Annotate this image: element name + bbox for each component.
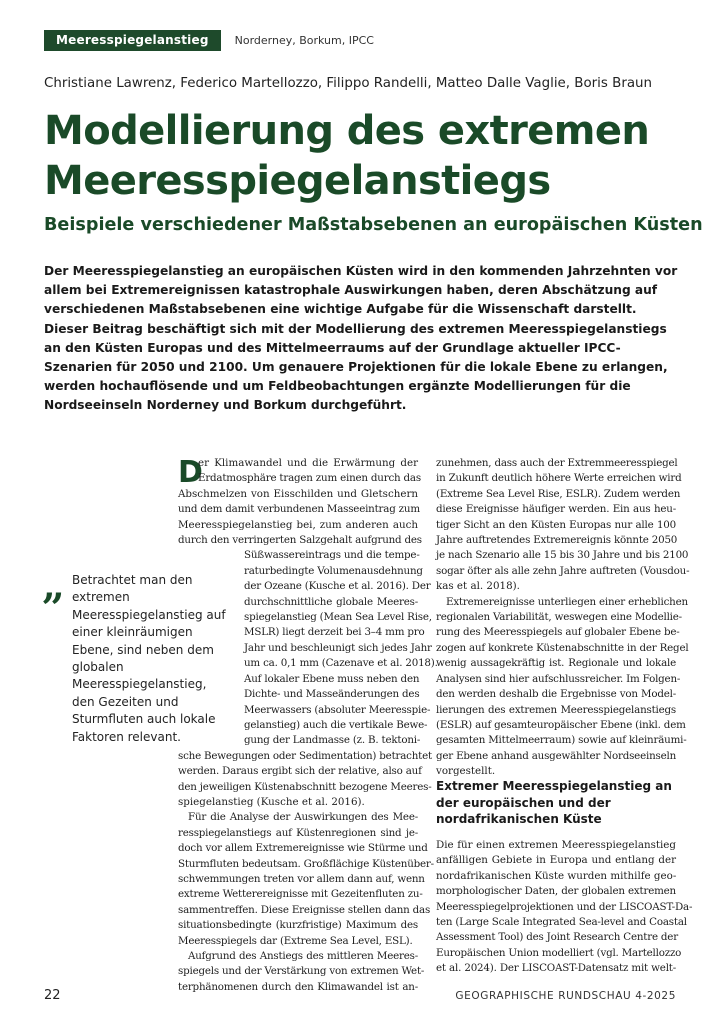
text-line: Auf lokaler Ebene muss neben den — [244, 672, 420, 685]
text-line: wenig aussagekräftig ist. Regionale und lokale — [436, 657, 676, 670]
text-line: extreme Wetterereignisse mit Gezeitenfluten zu- — [178, 888, 423, 901]
title-line-2: Meeresspiegelanstiegs — [44, 158, 551, 204]
text-line: den werden deshalb die Ergebnisse von Model- — [436, 688, 676, 701]
text-line: durchschnittliche globale Meeres- — [244, 595, 418, 608]
text-line: Erdatmosphäre tragen zum einen durch das — [198, 472, 421, 485]
abstract: Der Meeresspiegelanstieg an europäischen Küsten wird in den kommenden Jahrzehnten vor allem bei Extremereignissen katastrophale Auswirkungen haben, deren Abschätzung auf verschiedenen Maßstabsebenen eine wichtige Aufgabe für die Wissenschaft darstellt. Dieser Beitrag beschäftigt sich mit der Modellierung des extremen Meeresspiegelanstiegs an den Küsten Europas und des Mittelmeerraums auf der Grundlage aktueller IPCC-Szenarien für 2050 und 2100. Um genauere Projektionen für die lokale Ebene zu erlangen, werden hochauflösende und um Feldbeobachtungen ergänzte Modellierungen für die Nordseeinseln Norderney und Borkum durchgeführt. — [44, 264, 678, 413]
text-line: raturbedingte Volumenausdehnung — [244, 564, 423, 577]
title-line-1: Modellierung des extremen — [44, 108, 650, 154]
text-line: Jahre auftretendes Extremereignis könnte 2050 — [436, 534, 678, 547]
text-line: Sturmfluten bedeutsam. Großflächige Küstenüber- — [178, 857, 434, 870]
text-line: ger Ebene anhand ausgewählter Nordseeinseln — [436, 749, 676, 762]
text-line: MSLR) liegt derzeit bei 3–4 mm pro — [244, 626, 425, 639]
text-line: der Ozeane (Kusche et al. 2016). Der — [244, 580, 431, 593]
text-line: er Klimawandel und die Erwärmung der — [198, 457, 418, 469]
text-line: Meeresspiegels dar (Extreme Sea Level, ESL). — [178, 934, 413, 947]
journal-name: GEOGRAPHISCHE RUNDSCHAU 4-2025 — [455, 990, 676, 1002]
drop-cap: D — [178, 455, 203, 490]
text-line: Jahr und beschleunigt sich jedes Jahr — [244, 641, 432, 654]
text-line: Meeresspiegelprojektionen und der LISCOAST-Da- — [436, 900, 693, 913]
article-title — [44, 106, 649, 206]
keywords: Norderney, Borkum, IPCC — [234, 34, 374, 47]
text-line: regionalen Variabilität, weswegen eine Modellie- — [436, 611, 682, 624]
quote-mark-icon: „ — [42, 562, 66, 609]
text-line: durch den verringerten Salzgehalt aufgrund des — [178, 534, 422, 547]
text-line: Aufgrund des Anstiegs des mittleren Meeres- — [188, 950, 418, 962]
text-line: Meeresspiegelanstieg bei, zum anderen auch — [178, 518, 418, 531]
text-line: vorgestellt. — [436, 765, 496, 778]
text-line: spiegelanstieg (Kusche et al. 2016). — [178, 795, 365, 808]
text-line: um ca. 0,1 mm (Cazenave et al. 2018). — [244, 657, 438, 670]
header-tag-bar — [44, 30, 374, 51]
text-line: terphänomenen durch den Klimawandel ist an- — [178, 980, 418, 993]
text-line: spiegels und der Verstärkung von extremen Wet- — [178, 965, 425, 978]
text-line: resspiegelanstiegs auf Küstenregionen sind je- — [178, 826, 418, 839]
text-line: Abschmelzen von Eisschilden und Gletschern — [178, 487, 418, 500]
text-line: werden. Daraus ergibt sich der relative, also auf — [178, 765, 422, 778]
text-line: ten (Large Scale Integrated Sea-level and Coastal — [436, 916, 687, 929]
body-column-right-continued — [436, 838, 693, 977]
text-line: anfälligen Gebiete in Europa und entlang der — [436, 854, 676, 867]
body-column-left — [178, 456, 438, 995]
article-subtitle: Beispiele verschiedener Maßstabsebenen an europäischen Küsten — [44, 215, 703, 235]
text-line: tiger Sicht an den Küsten Europas nur alle 100 — [436, 518, 676, 531]
text-line: Meerwassers (absoluter Meeresspie- — [244, 703, 431, 716]
text-line: lierungen des extremen Meeresspiegelanstiegs — [436, 703, 676, 716]
text-line: nordafrikanischen Küste wurden mithilfe geo- — [436, 869, 677, 882]
text-line: schwemmungen treten vor allem dann auf, wenn — [178, 872, 425, 885]
text-line: sammentreffen. Diese Ereignisse stellen dann das — [178, 903, 431, 916]
text-line: gung der Landmasse (z. B. tektoni- — [244, 734, 421, 747]
text-line: diese Ereignisse häufiger werden. Ein aus heu- — [436, 503, 676, 516]
text-line: Dichte- und Masseänderungen des — [244, 688, 420, 701]
text-line: und dem damit verbundenen Masseeintrag zum — [178, 503, 420, 516]
text-line: zunehmen, dass auch der Extremmeeresspiegel — [436, 457, 678, 469]
page-number: 22 — [44, 988, 61, 1003]
text-line: je nach Szenario alle 15 bis 30 Jahre und bis 2100 — [436, 549, 689, 562]
text-line: sogar öfter als alle zehn Jahre auftreten (Vousdou- — [436, 564, 690, 577]
text-line: den jeweiligen Küstenabschnitt bezogene Meeres- — [178, 780, 432, 793]
section-heading: Extremer Meeresspiegelanstieg an der europäischen und der nordafrikanischen Küste — [436, 779, 672, 827]
text-line: sche Bewegungen oder Sedimentation) betrachtet — [178, 749, 432, 762]
text-line: et al. 2024). Der LISCOAST-Datensatz mit welt- — [436, 962, 676, 975]
text-line: zogen auf konkrete Küstenabschnitte in der Regel — [436, 641, 689, 654]
section-tag: Meeresspiegelanstieg — [44, 30, 221, 51]
text-line: Europäischen Union modelliert (vgl. Martellozzo — [436, 946, 682, 959]
text-line: (Extreme Sea Level Rise, ESLR). Zudem werden — [436, 487, 681, 500]
text-line: doch vor allem Extremereignisse wie Stürme und — [178, 842, 428, 855]
text-line: spiegelanstieg (Mean Sea Level Rise, — [244, 611, 432, 624]
text-line: in Zukunft deutlich höhere Werte erreichen wird — [436, 472, 682, 485]
body-column-right — [436, 456, 690, 780]
text-line: rung des Meeresspiegels auf globaler Ebene be- — [436, 626, 680, 639]
text-line: morphologischer Daten, der globalen extremen — [436, 885, 676, 898]
text-line: gesamten Mittelmeerraum) sowie auf kleinräumi- — [436, 734, 687, 747]
text-line: (ESLR) auf gesamteuropäischer Ebene (inkl. dem — [436, 718, 686, 731]
text-line: situationsbedingte (kurzfristige) Maximum des — [178, 919, 418, 932]
text-line: gelanstieg) auch die vertikale Bewe- — [244, 718, 428, 731]
text-line: kas et al. 2018). — [436, 580, 520, 593]
text-line: Extremereignisse unterliegen einer erheblichen — [446, 595, 688, 608]
text-line: Süßwassereintrags und die tempe- — [244, 549, 420, 562]
text-line: Analysen sind hier aufschlussreicher. Im Folgen- — [436, 672, 681, 685]
text-line: Assessment Tool) des Joint Research Centre der — [436, 931, 678, 944]
text-line: Für die Analyse der Auswirkungen des Mee- — [188, 811, 418, 824]
pull-quote: Betrachtet man den extremen Meeresspiegelanstieg auf einer kleinräumigen Ebene, sind neben dem globalen Meeresspiegelanstieg, den Gezeiten und Sturmfluten auch lokale Faktoren relevant. — [72, 573, 226, 744]
authors: Christiane Lawrenz, Federico Martellozzo, Filippo Randelli, Matteo Dalle Vaglie, Boris Braun — [44, 76, 653, 91]
text-line: Die für einen extremen Meeresspiegelanstieg — [436, 839, 676, 851]
